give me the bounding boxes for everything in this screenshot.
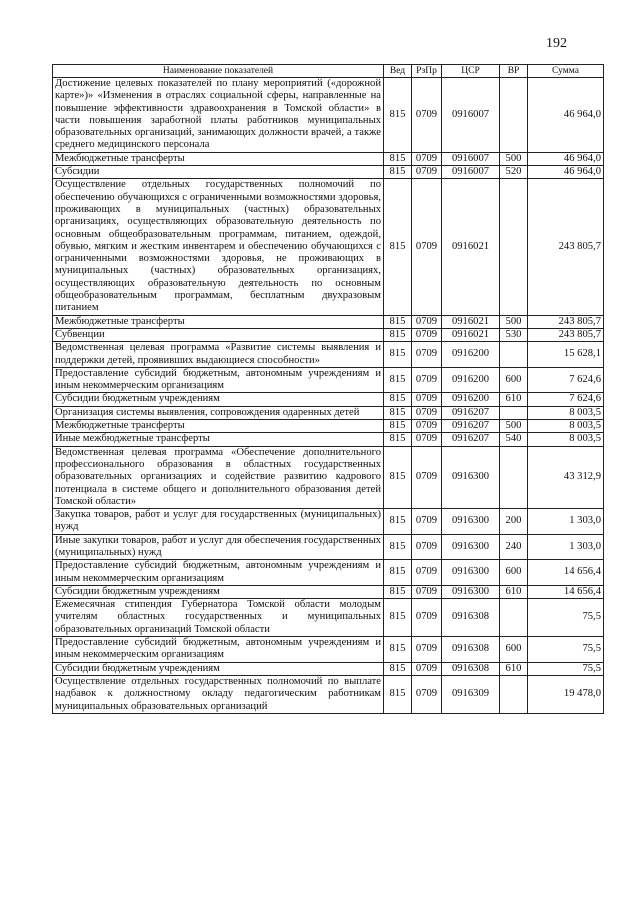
cell-ved: 815 xyxy=(384,152,412,165)
cell-rzpr: 0709 xyxy=(412,662,442,675)
cell-sum: 7 624,6 xyxy=(528,367,604,393)
cell-ved: 815 xyxy=(384,367,412,393)
cell-vr: 240 xyxy=(500,534,528,560)
cell-csr: 0916007 xyxy=(442,152,500,165)
cell-sum: 46 964,0 xyxy=(528,78,604,153)
cell-csr: 0916200 xyxy=(442,342,500,368)
cell-rzpr: 0709 xyxy=(412,534,442,560)
table-row xyxy=(53,433,604,446)
cell-name: Осуществление отдельных государственных полномочий по обеспечению обучающихся с ограниченными возможностями здоровья, проживающих в муниципальных (частных) образовательных организациях, осуществляющих образовательную деятельность по основным общеобразовательным программам, питанием, одеждой, обувью, мягким и жестким инвентарем и обеспечению обучающихся с ограниченными возможностями здоровья, не проживающих в муниципальных (частных) образовательных организациях, осуществляющих образовательную деятельность по основным общеобразовательным программам, бесплатным двухразовым питанием xyxy=(53,179,384,315)
cell-ved: 815 xyxy=(384,585,412,598)
cell-csr: 0916007 xyxy=(442,78,500,153)
cell-sum: 75,5 xyxy=(528,599,604,637)
cell-csr: 0916207 xyxy=(442,433,500,446)
header-ved: Вед xyxy=(384,65,412,78)
cell-vr xyxy=(500,78,528,153)
cell-ved: 815 xyxy=(384,560,412,586)
header-rzpr: РзПр xyxy=(412,65,442,78)
table-row xyxy=(53,328,604,341)
table-row xyxy=(53,560,604,586)
page-number: 192 xyxy=(546,36,567,51)
cell-name: Субсидии бюджетным учреждениям xyxy=(53,662,384,675)
header-sum: Сумма xyxy=(528,65,604,78)
cell-vr: 610 xyxy=(500,393,528,406)
cell-csr: 0916200 xyxy=(442,393,500,406)
cell-vr: 600 xyxy=(500,560,528,586)
table-row xyxy=(53,393,604,406)
cell-vr xyxy=(500,675,528,713)
cell-ved: 815 xyxy=(384,328,412,341)
table-row xyxy=(53,342,604,368)
cell-csr: 0916007 xyxy=(442,166,500,179)
cell-sum: 8 003,5 xyxy=(528,420,604,433)
cell-csr: 0916021 xyxy=(442,179,500,315)
cell-vr: 540 xyxy=(500,433,528,446)
cell-rzpr: 0709 xyxy=(412,675,442,713)
cell-rzpr: 0709 xyxy=(412,433,442,446)
cell-vr xyxy=(500,179,528,315)
table-row xyxy=(53,420,604,433)
table-row xyxy=(53,585,604,598)
cell-name: Ведомственная целевая программа «Обеспечение дополнительного профессионального образования в областных государственных образовательных организациях и содействие развитию кадрового потенциала в системе общего и дополнительного образования детей Томской области» xyxy=(53,446,384,508)
cell-vr: 600 xyxy=(500,637,528,663)
cell-vr: 600 xyxy=(500,367,528,393)
cell-vr: 610 xyxy=(500,662,528,675)
cell-rzpr: 0709 xyxy=(412,78,442,153)
cell-sum: 15 628,1 xyxy=(528,342,604,368)
cell-ved: 815 xyxy=(384,662,412,675)
cell-ved: 815 xyxy=(384,637,412,663)
table-row xyxy=(53,78,604,153)
cell-sum: 7 624,6 xyxy=(528,393,604,406)
table-row xyxy=(53,675,604,713)
cell-rzpr: 0709 xyxy=(412,560,442,586)
cell-rzpr: 0709 xyxy=(412,637,442,663)
cell-rzpr: 0709 xyxy=(412,342,442,368)
cell-name: Субсидии бюджетным учреждениям xyxy=(53,393,384,406)
cell-vr xyxy=(500,446,528,508)
table-row xyxy=(53,534,604,560)
cell-name: Осуществление отдельных государственных полномочий по выплате надбавок к должностному окладу педагогическим работникам муниципальных образовательных организаций xyxy=(53,675,384,713)
cell-vr xyxy=(500,342,528,368)
table-row xyxy=(53,179,604,315)
cell-name: Межбюджетные трансферты xyxy=(53,152,384,165)
cell-rzpr: 0709 xyxy=(412,599,442,637)
cell-rzpr: 0709 xyxy=(412,393,442,406)
cell-csr: 0916207 xyxy=(442,406,500,419)
cell-ved: 815 xyxy=(384,433,412,446)
table-row xyxy=(53,315,604,328)
cell-name: Предоставление субсидий бюджетным, автономным учреждениям и иным некоммерческим организациям xyxy=(53,637,384,663)
cell-name: Иные межбюджетные трансферты xyxy=(53,433,384,446)
cell-name: Межбюджетные трансферты xyxy=(53,315,384,328)
cell-ved: 815 xyxy=(384,420,412,433)
table-row xyxy=(53,599,604,637)
cell-sum: 1 303,0 xyxy=(528,534,604,560)
cell-name: Субвенции xyxy=(53,328,384,341)
cell-csr: 0916300 xyxy=(442,509,500,535)
cell-rzpr: 0709 xyxy=(412,406,442,419)
cell-sum: 46 964,0 xyxy=(528,166,604,179)
cell-rzpr: 0709 xyxy=(412,367,442,393)
cell-rzpr: 0709 xyxy=(412,152,442,165)
cell-sum: 43 312,9 xyxy=(528,446,604,508)
cell-sum: 8 003,5 xyxy=(528,406,604,419)
cell-sum: 8 003,5 xyxy=(528,433,604,446)
cell-csr: 0916300 xyxy=(442,534,500,560)
cell-csr: 0916200 xyxy=(442,367,500,393)
cell-name: Достижение целевых показателей по плану мероприятий («дорожной карте»)» «Изменения в отраслях социальной сферы, направленные на повышение эффективности здравоохранения в Томской области» в части повышения заработной платы работников муниципальных образовательных организаций, занимающих должности врачей, а также среднего медицинского персонала xyxy=(53,78,384,153)
cell-vr: 500 xyxy=(500,315,528,328)
cell-ved: 815 xyxy=(384,393,412,406)
cell-name: Организация системы выявления, сопровождения одаренных детей xyxy=(53,406,384,419)
cell-name: Закупка товаров, работ и услуг для государственных (муниципальных) нужд xyxy=(53,509,384,535)
cell-csr: 0916207 xyxy=(442,420,500,433)
cell-rzpr: 0709 xyxy=(412,166,442,179)
cell-csr: 0916300 xyxy=(442,560,500,586)
table-row xyxy=(53,166,604,179)
cell-name: Межбюджетные трансферты xyxy=(53,420,384,433)
table-header-row xyxy=(53,65,604,78)
table-row xyxy=(53,152,604,165)
cell-vr xyxy=(500,406,528,419)
header-vr: ВР xyxy=(500,65,528,78)
cell-sum: 243 805,7 xyxy=(528,315,604,328)
cell-name: Предоставление субсидий бюджетным, автономным учреждениям и иным некоммерческим организациям xyxy=(53,560,384,586)
cell-sum: 75,5 xyxy=(528,662,604,675)
cell-name: Ежемесячная стипендия Губернатора Томской области молодым учителям областных государственных и муниципальных образовательных организаций Томской области xyxy=(53,599,384,637)
header-csr: ЦСР xyxy=(442,65,500,78)
cell-name: Субсидии бюджетным учреждениям xyxy=(53,585,384,598)
cell-ved: 815 xyxy=(384,179,412,315)
cell-rzpr: 0709 xyxy=(412,315,442,328)
cell-csr: 0916300 xyxy=(442,585,500,598)
cell-csr: 0916308 xyxy=(442,662,500,675)
cell-sum: 14 656,4 xyxy=(528,585,604,598)
table-row xyxy=(53,446,604,508)
cell-ved: 815 xyxy=(384,315,412,328)
cell-vr: 500 xyxy=(500,152,528,165)
cell-ved: 815 xyxy=(384,342,412,368)
cell-rzpr: 0709 xyxy=(412,446,442,508)
cell-csr: 0916308 xyxy=(442,599,500,637)
cell-sum: 14 656,4 xyxy=(528,560,604,586)
cell-csr: 0916021 xyxy=(442,328,500,341)
cell-ved: 815 xyxy=(384,166,412,179)
cell-rzpr: 0709 xyxy=(412,179,442,315)
cell-rzpr: 0709 xyxy=(412,585,442,598)
cell-name: Ведомственная целевая программа «Развитие системы выявления и поддержки детей, проявивших выдающиеся способности» xyxy=(53,342,384,368)
cell-csr: 0916300 xyxy=(442,446,500,508)
cell-sum: 243 805,7 xyxy=(528,179,604,315)
cell-sum: 1 303,0 xyxy=(528,509,604,535)
cell-vr: 520 xyxy=(500,166,528,179)
cell-ved: 815 xyxy=(384,509,412,535)
cell-ved: 815 xyxy=(384,534,412,560)
cell-vr: 530 xyxy=(500,328,528,341)
cell-sum: 19 478,0 xyxy=(528,675,604,713)
cell-csr: 0916308 xyxy=(442,637,500,663)
cell-vr: 200 xyxy=(500,509,528,535)
cell-sum: 46 964,0 xyxy=(528,152,604,165)
cell-ved: 815 xyxy=(384,675,412,713)
cell-name: Субсидии xyxy=(53,166,384,179)
cell-sum: 75,5 xyxy=(528,637,604,663)
cell-ved: 815 xyxy=(384,599,412,637)
cell-ved: 815 xyxy=(384,406,412,419)
table-row xyxy=(53,662,604,675)
cell-csr: 0916021 xyxy=(442,315,500,328)
table-row xyxy=(53,367,604,393)
table-row xyxy=(53,509,604,535)
cell-sum: 243 805,7 xyxy=(528,328,604,341)
header-name: Наименование показателей xyxy=(53,65,384,78)
cell-name: Иные закупки товаров, работ и услуг для обеспечения государственных (муниципальных) нужд xyxy=(53,534,384,560)
cell-vr: 610 xyxy=(500,585,528,598)
table-row xyxy=(53,637,604,663)
cell-vr xyxy=(500,599,528,637)
table-row xyxy=(53,406,604,419)
cell-rzpr: 0709 xyxy=(412,328,442,341)
cell-rzpr: 0709 xyxy=(412,509,442,535)
cell-csr: 0916309 xyxy=(442,675,500,713)
cell-ved: 815 xyxy=(384,78,412,153)
cell-vr: 500 xyxy=(500,420,528,433)
cell-ved: 815 xyxy=(384,446,412,508)
cell-name: Предоставление субсидий бюджетным, автономным учреждениям и иным некоммерческим организациям xyxy=(53,367,384,393)
cell-rzpr: 0709 xyxy=(412,420,442,433)
budget-table xyxy=(52,64,604,714)
